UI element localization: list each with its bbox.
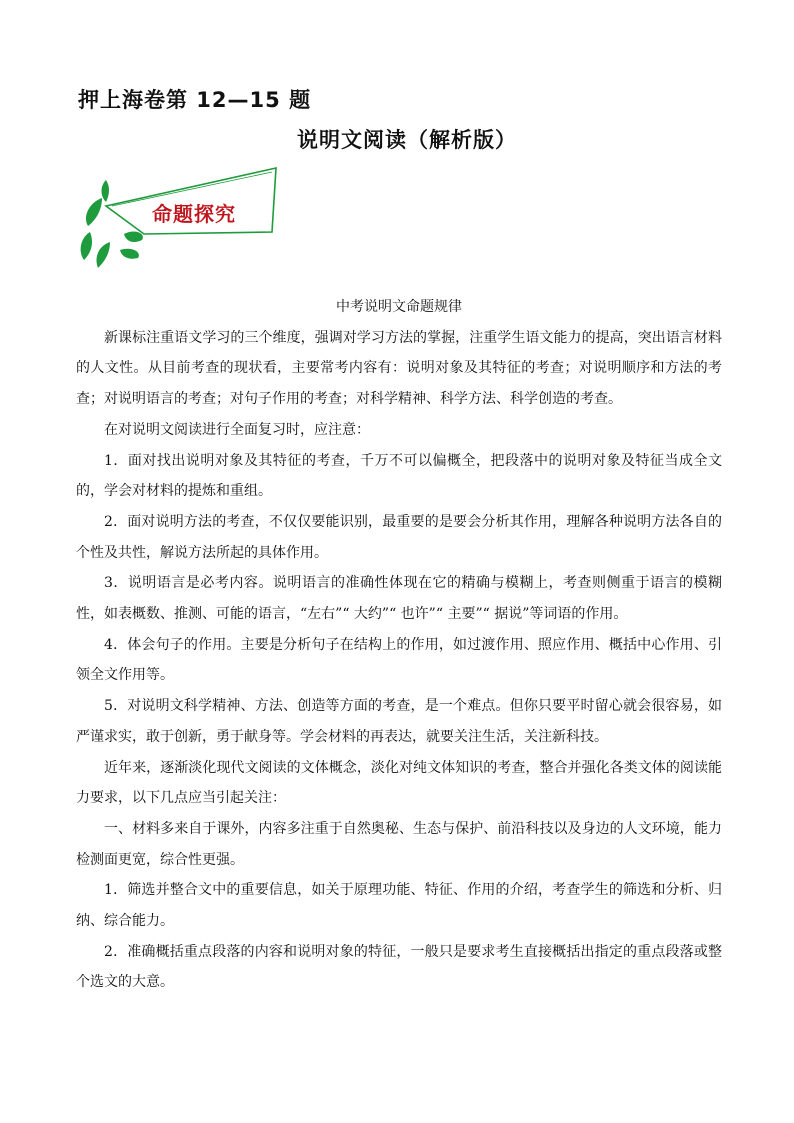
page-subtitle: 说明文阅读（解析版）	[297, 128, 517, 152]
paragraph: 1．筛选并整合文中的重要信息，如关于原理功能、特征、作用的介绍，考查学生的筛选和分析、归纳、综合能力。	[76, 882, 722, 930]
paragraph: 4．体会句子的作用。主要是分析句子在结构上的作用，如过渡作用、照应作用、概括中心作用、引领全文作用等。	[76, 636, 722, 684]
paragraph: 5．对说明文科学精神、方法、创造等方面的考查，是一个难点。但你只要平时留心就会很容易，如严谨求实，敢于创新，勇于献身等。学会材料的再表达，就要关注生活，关注新科技。	[76, 698, 722, 745]
paragraph: 1．面对找出说明对象及其特征的考查，千万不可以偏概全，把段落中的说明对象及特征当成全文的，学会对材料的提炼和重组。	[76, 452, 722, 500]
paragraph: 2．面对说明方法的考查，不仅仅要能识别，最重要的是要会分析其作用，理解各种说明方法各自的个性及共性，解说方法所起的具体作用。	[76, 513, 722, 561]
paragraph: 2．准确概括重点段落的内容和说明对象的特征，一般只是要求考生直接概括出指定的重点段落或整个选文的大意。	[76, 943, 722, 991]
paragraph: 新课标注重语文学习的三个维度，强调对学习方法的掌握，注重学生语文能力的提高，突出语言材料的人文性。从目前考查的现状看，主要常考内容有：说明对象及其特征的考查；对说明顺序和方法的考查；对说明语言的考查；对句子作用的考查；对科学精神、科学方法、科学创造的考查。	[76, 329, 722, 408]
article-body	[76, 292, 722, 998]
paragraph: 3．说明语言是必考内容。说明语言的准确性体现在它的精确与模糊上，考查则侧重于语言的模糊性，如表概数、推测、可能的语言，“左右”“ 大约”“ 也许”“ 主要”“ 据说”等词语的作用。	[76, 575, 722, 623]
paragraph: 在对说明文阅读进行全面复习时，应注意：	[104, 421, 370, 438]
paragraph: 一、材料多来自于课外，内容多注重于自然奥秘、生态与保护、前沿科技以及身边的人文环境，能力检测面更宽，综合性更强。	[76, 820, 722, 868]
article-heading: 中考说明文命题规律	[336, 299, 462, 315]
banner-label: 命题探究	[152, 202, 236, 226]
page-title: 押上海卷第 12—15 题	[78, 88, 312, 112]
paragraph: 近年来，逐渐淡化现代文阅读的文体概念，淡化对纯文体知识的考查，整合并强化各类文体的阅读能力要求，以下几点应当引起关注：	[76, 759, 722, 807]
